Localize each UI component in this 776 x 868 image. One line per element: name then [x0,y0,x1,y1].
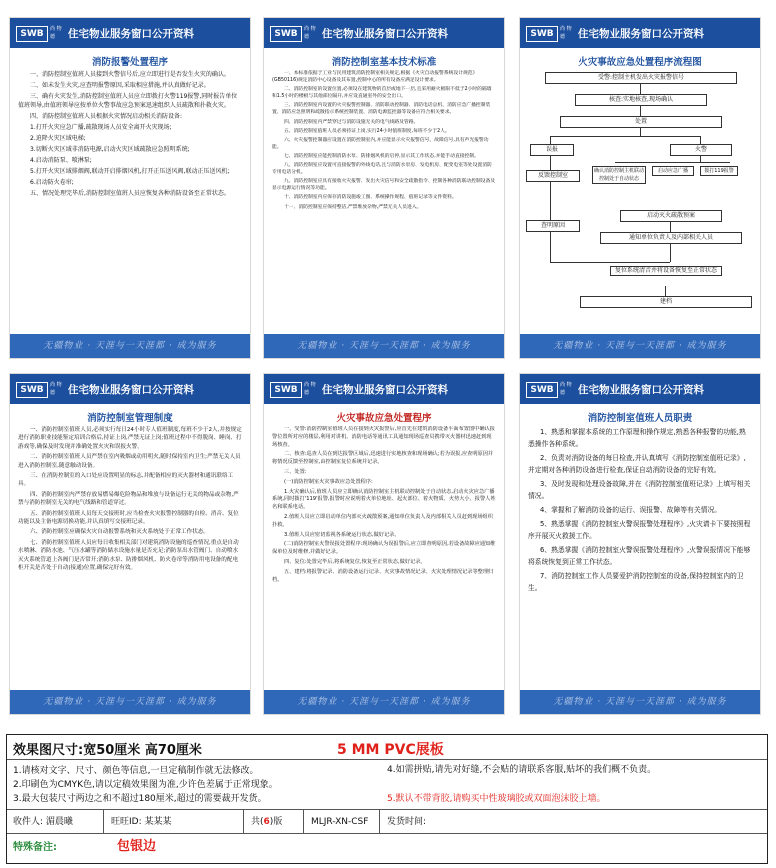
logo: SWB [16,382,48,398]
poster-footer: 无疆物业 · 天涯与一天涯都 · 成为服务 [10,690,250,714]
paragraph: 6.启动防火卷帘; [30,179,74,186]
paragraph: 五、建档:将报警记录、消防设备运行记录、火灾事故情况记录、火灾处理情况记录等整理归档。 [272,568,494,583]
poster-title: 住宅物业服务窗口公开资料 [578,384,704,396]
poster-title: 住宅物业服务窗口公开资料 [68,28,194,40]
note-4: 4.如需拼贴,请先对好缝,不会贴的请联系客服,贴坏的我们概不负责。 [387,765,657,775]
poster-subtitle: 消防控制室值班人员职责 [587,413,693,424]
node-fire: 火警 [670,144,732,156]
paragraph: 4、掌握和了解消防设备的运行、误报警、故障等有关情况。 [540,506,722,514]
count-label: 共(6)版 [251,817,283,827]
poster-body [18,426,242,676]
poster-footer: 无疆物业 · 天涯与一天涯都 · 成为服务 [10,334,250,358]
paragraph: 六、消防控制室应确保火灾自动报警系统和灭火系统处于正常工作状态。 [30,529,210,536]
logo-subtext: 尚 物 德 [304,382,316,396]
product-code: MLJR-XN-CSF [311,817,369,827]
poster-tech-standard [264,18,504,358]
paragraph: 七、消防控制室值班人员应每日收集相关部门对建筑消防设施的巡查情况,重点是自动水喷淋、消防水池、气压水罐等消防储水设施水量是否充足;消防泵出水管阀门、自动喷水灭火系统管道上各阀门是否常开;消防水泵、防排烟风机、防火卷帘等消防用电设备的配电柜开关是否处于自动(接通)位置,确保完好有效。 [18,539,239,572]
paragraph: (二)消防控制室火警误报处置程序:现场确认为误报警后,应立即查明原因,若设备故障应通知维保单位及时维修,并做好记录。 [272,541,496,556]
paragraph: 3、及时发现和处理设备故障,并在《消防控制室值班记录》上填写相关情况。 [528,480,751,500]
poster-management-rules [10,374,250,714]
count-value: 6 [263,817,270,827]
node-notify: 通知单位负责人及内部相关人员 [600,232,742,244]
paragraph: 5、熟悉掌握《消防控制室火警误报警处理程序》,火灾请卡下要按照程序开展灭火救援工作。 [528,520,751,540]
poster-title: 住宅物业服务窗口公开资料 [578,28,704,40]
node-start-plan: 启动灭火疏散预案 [620,210,722,222]
paragraph: 四、消防控制室值班人员根据火灾情况启动相关消防设备: [30,113,183,120]
poster-body [18,70,242,320]
paragraph: 二、消防控制室的设置位置,必须设在建筑物的首层或地下一层,且采用耐火极限不低于2小时的隔墙和1.5小时的楼板与其他部位隔开,并应设直通室外的安全出口。 [272,87,492,100]
material-label: 5 MM PVC展板 [337,742,444,758]
divider [379,809,380,833]
poster-title: 住宅物业服务窗口公开资料 [68,384,194,396]
paragraph: 7、消防控制室工作人员要爱护消防控制室的设备,保持控制室内的卫生。 [528,572,744,592]
node-record: 建档 [580,296,752,308]
poster-footer: 无疆物业 · 天涯与一天涯都 · 成为服务 [264,334,504,358]
poster-body [272,70,496,320]
logo: SWB [16,26,48,42]
divider [7,833,767,834]
connector [640,128,641,136]
poster-header [520,374,760,404]
paragraph: 1.火灾确认后,值班人员应立即确认消防控制室主机联动控制处于自动状态,启动火灾应急广播系统,同时拨打'119'报警,报警时应说明着火单位地址、起火部位、着火物质、火势大小、报警人姓名和联系电话。 [272,488,496,511]
connector [615,162,730,163]
paragraph: 五、情况处理完毕后,消防控制室值班人员应恢复各种消防设备至正常状态。 [30,190,230,197]
poster-title: 住宅物业服务窗口公开资料 [322,28,448,40]
flowchart [520,68,760,328]
count-unit: 版 [273,817,283,827]
ship-time-label: 发货时间: [387,817,427,827]
poster-header [10,374,250,404]
node-recover: 复位系统清音并将设备恢复至正常状态 [610,266,722,276]
poster-subtitle: 消防控制室管理制度 [87,413,173,424]
paragraph: 1.打开火灾应急广播,疏散现场人员安全离开火灾现场; [30,124,172,131]
paragraph: 一、本标准依据于工业与民用建筑消防控制室相关规定,根据《火灾自动报警系统设计规范》(GB50116)规定消防中心设备及其布置,控制中心的所有设备应满足设计要求。 [272,71,478,84]
paragraph: 二、消防控制室值班人员严禁在室内吸烟或动用明火,随时保持室内卫生;严禁无关人员进入消防控制室,随意触动设备。 [18,454,241,469]
node-confirm: 确认消防控制主机联动控制处于自动状态 [593,168,644,182]
paragraph: 一、消防控制室值班人员接到火警信号后,应立即进行是否发生火灾的确认。 [30,71,230,78]
paragraph: 七、消防控制室应能控制消防水泵、防排烟风机的启停,显示其工作状态,并能手动直接控制。 [284,153,479,159]
paragraph: 五、消防控制室值班人员必须持证上岗,实行24小时值班制度,每班不少于2人。 [284,128,450,134]
paragraph: 5.打开火灾区域排烟阀,联动开启排烟风机,打开正压送风阀,联动正压送风机; [30,168,230,175]
connector [550,136,551,144]
paragraph: 二、核查:巡查人员在到达报警区域后,迅速进行实地核查和现场确认;若为误报,应查明原因并将情况反馈至控制室,由控制室复位系统并记录。 [272,451,494,466]
poster-header [264,374,504,404]
poster-footer: 无疆物业 · 天涯与一天涯都 · 成为服务 [520,334,760,358]
divider [103,809,104,833]
node-handle: 处置 [560,116,722,128]
poster-header [10,18,250,48]
paragraph: 2.值班人员应立即启动单位内部灭火疏散预案,通知单位负责人及内部相关人员赶到现场组织扑救。 [272,513,493,528]
connector [640,84,641,94]
paragraph: 六、火灾报警控制器应设置在消防控制室内,并应能显示火灾报警信号、故障信号,具有声光报警功能。 [272,137,489,150]
poster-footer: 无疆物业 · 天涯与一天涯都 · 成为服务 [520,690,760,714]
note-2: 2.印刷色为CMYK色,请以定稿效果图为准,少许色差属于正常现象。 [13,780,278,790]
poster-title: 住宅物业服务窗口公开资料 [322,384,448,396]
logo-subtext: 尚 物 德 [304,26,316,40]
receiver-label: 收件人: 湄晨曦 [13,817,73,827]
node-call119: 拨打119报警 [700,166,738,176]
paragraph: 八、消防控制室应设置可直接报警的外线电话,且与消防水泵房、发电机房、配变电室等处设置消防专用电话分机。 [272,163,492,176]
poster-header [264,18,504,48]
paragraph: 十一、消防控制室应保持整洁,严禁堆放杂物,严禁无关人员进入。 [284,204,422,210]
paragraph: 三、处置: [284,468,307,475]
paragraph: 4.启动消防泵、喷淋泵; [30,157,92,164]
special-remark-value: 包银边 [117,839,157,854]
paragraph: 四、消防控制室内严禁存放易燃易爆危险物品和堆放与设备运行无关的物品或杂物,严禁与消防控制室无关的电气线路和管道穿过。 [18,491,239,507]
logo-subtext: 尚 物 德 [50,26,62,40]
connector [640,106,641,116]
node-reset: 反馈控制室 [526,170,580,182]
wangwang-label: 旺旺ID: 某某某 [111,817,172,827]
logo-subtext: 尚 物 德 [560,382,572,396]
special-remark-label: 特殊备注: [13,842,57,853]
node-broadcast: 启动应急广播 [652,166,694,176]
paragraph: 2、负责对消防设备的每日检查,并认真填写《消防控制室值班记录》,并定期对各种消防设备进行检查,保证自动消防设备的完好有效。 [528,454,746,474]
poster-body [528,426,752,676]
logo: SWB [526,26,558,42]
node-cause: 查明原因 [526,220,580,232]
divider [243,809,244,833]
poster-duty-responsibilities [520,374,760,714]
poster-emergency-procedure [264,374,504,714]
count-prefix: 共 [251,817,261,827]
poster-alarm-procedure [10,18,250,358]
divider [303,809,304,833]
paragraph: 三、消防控制室内设置的火灾报警控制器、消防联动控制器、消防电话总机、消防应急广播控制装置、消防应急照明和疏散指示系统控制装置、消防电源监控器等设备应符合相关要求。 [272,103,491,116]
connector [670,244,671,262]
connector [700,136,701,144]
paragraph: 3.值班人员应密切监视各系统运行状态,做好记录。 [284,531,400,538]
order-spec-table [6,734,768,864]
note-5: 5.默认不带背胶,请购买中性玻璃胶或双面泡沫胶上墙。 [387,794,606,804]
logo: SWB [270,382,302,398]
paragraph: 1、熟悉和掌握本系统的工作原理和操作规定,熟悉各种报警的功能,熟悉操作各种系统。 [528,428,746,448]
paragraph: 四、复位:处置完毕后,将系统复位,恢复至正常状态,做好记录。 [284,558,426,565]
divider [7,809,767,810]
note-1: 1.请核对文字、尺寸、颜色等信息,一旦定稿制作就无法修改。 [13,766,259,776]
note-3: 3.最大包装尺寸两边之和不超过180厘米,超过的需要裁开发货。 [13,794,267,804]
node-false-alarm: 误报 [530,144,574,156]
connector [550,262,670,263]
logo-subtext: 尚 物 德 [50,382,62,396]
paragraph: 三、在消防控制室的入口处应设置明显的标志,并配备相应的灭火器材和通讯联络工具。 [18,473,234,488]
paragraph: 九、消防控制室应具有接收火灾报警、发出火灾信号和安全疏散指令、控制各种消防联动控制设备及显示电源运行情况等功能。 [272,179,496,192]
poster-flowchart [520,18,760,358]
paragraph: 五、消防控制室值班人员每天交接班时,应当检查火灾报警控制器的自检、消音、复位功能以及主备电源切换功能,并认真填写交接班记录。 [18,510,239,526]
node-verify: 核查:实地核查,现场确认 [575,94,707,106]
poster-header [520,18,760,48]
connector [550,136,700,137]
divider [7,759,767,760]
poster-footer: 无疆物业 · 天涯与一天涯都 · 成为服务 [264,690,504,714]
connector [550,156,551,170]
paragraph: 二、如未发生火灾,应查明报警原因,采取相应措施,并认真做好记录。 [30,82,210,89]
paragraph: 3.切断火灾区域非消防电源,启动火灾区域疏散应急照明系统; [30,146,190,153]
poster-body [272,426,496,676]
paragraph: 一、受警:消防控制室值班人员在接到火灾报警后,应首先在建筑消防设备平面布置图中确认报警位置所对应的楼层,利用对讲机、消防电话等通讯工具通知现场巡查员携带灭火器材迅速赶到现场核查。 [272,426,495,448]
paragraph: 6、熟悉掌握《消防控制室火警误报警处理程序》,火警误报情况下能够将系统恢复到正常工作状态。 [528,546,751,566]
poster-subtitle: 消防报警处置程序 [91,57,168,68]
size-label: 效果图尺寸:宽50厘米 高70厘米 [13,743,202,758]
connector [550,232,551,262]
poster-subtitle: 火灾事故应急处置程序 [336,413,432,424]
connector [670,222,671,232]
paragraph: 2.迫降火灾区域电梯; [30,135,86,142]
connector [665,286,666,296]
logo: SWB [270,26,302,42]
paragraph: 四、消防控制室内严禁穿过与消防设施无关的电气线路及管路。 [284,119,419,125]
connector [550,182,551,220]
poster-subtitle: 火灾事故应急处置程序流程图 [578,57,702,68]
paragraph: 三、确有火灾发生,消防控制室值班人员应立即拨打火警119报警,同时报告单位值班领导,由值班领导应按单位火警事故应急预案迅速组织人员疏散和扑救火灾。 [18,93,238,109]
paragraph: 一、消防控制室值班人员,必须实行每日24小时专人值班制度,每班不少于2人,并按规定进行消防职业技能鉴定培训合格后,持证上岗,严禁无证上岗;值班过程中不得脱岗、睡岗、打游戏等,确保及时发现并准确处置火灾和误报火警。 [18,427,242,450]
node-receive: 受警:控制主机发出火灾报警信号 [545,72,737,84]
paragraph: (一)消防控制室火灾事故应急处置程序: [284,478,373,485]
paragraph: 十、消防控制室内应保存消防设施竣工图、系统操作规程、值班记录等文件资料。 [284,195,457,201]
poster-subtitle: 消防控制室基本技术标准 [331,57,437,68]
logo: SWB [526,382,558,398]
logo-subtext: 尚 物 德 [560,26,572,40]
